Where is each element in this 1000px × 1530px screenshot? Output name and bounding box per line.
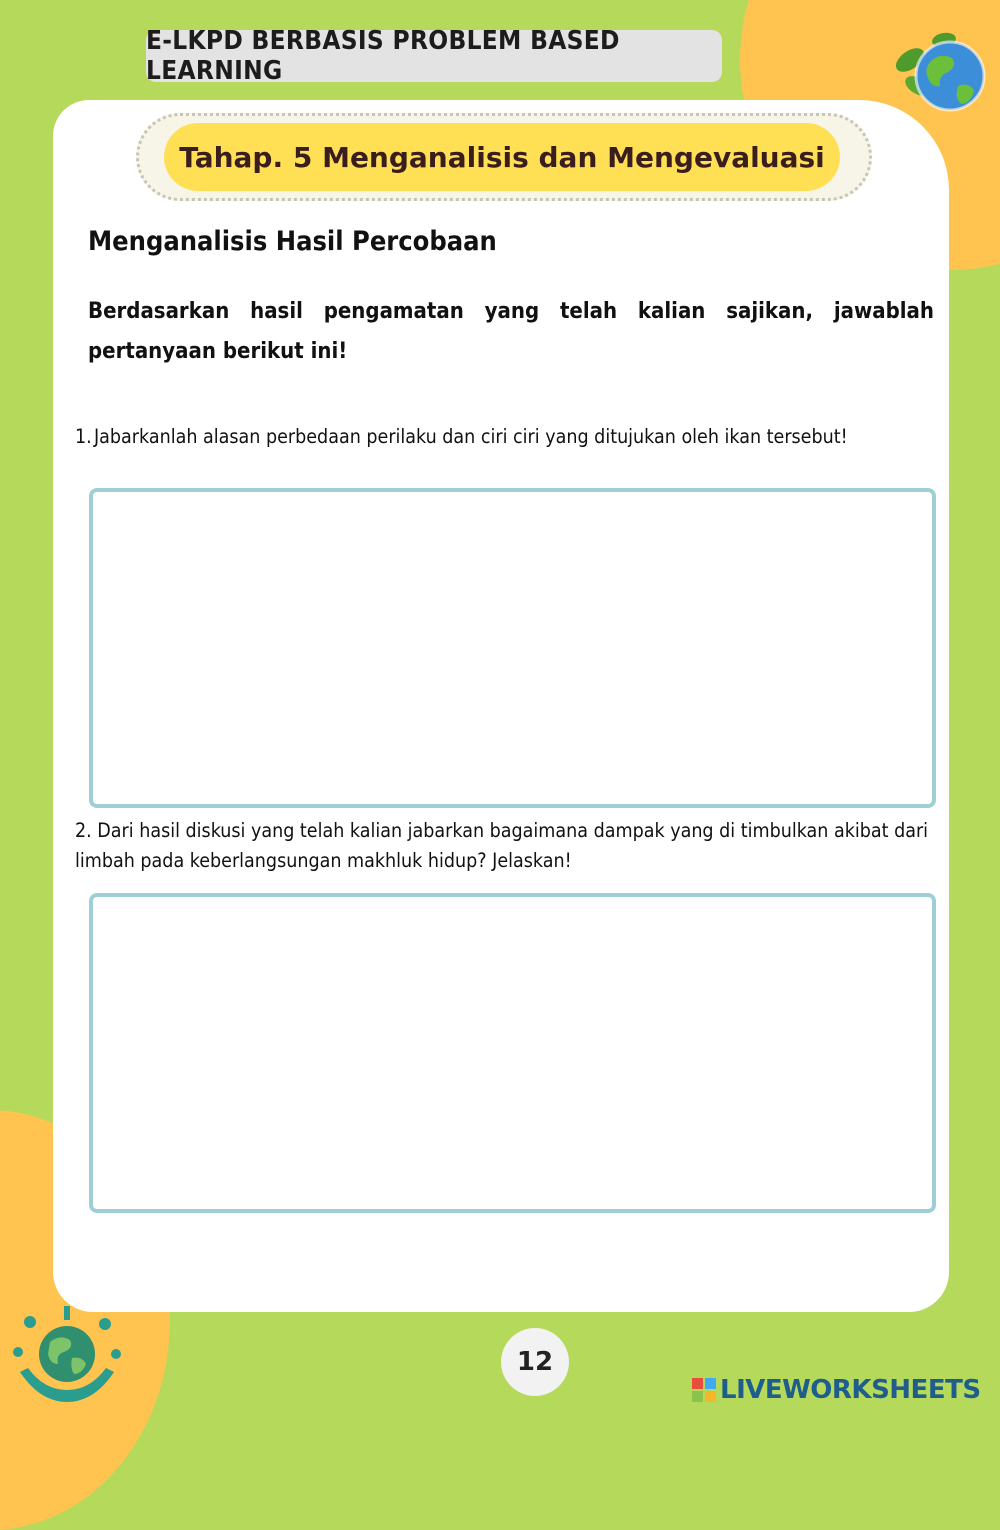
eco-hands-globe-icon: [10, 1302, 125, 1412]
stage-title: Tahap. 5 Menganalisis dan Mengevaluasi: [179, 140, 825, 174]
answer-box-1[interactable]: [89, 488, 936, 808]
page-number-badge: [501, 1328, 569, 1396]
brand-name: LIVEWORKSHEETS: [720, 1375, 981, 1405]
question-1-number: 1.: [75, 425, 92, 448]
question-2-text: 2. Dari hasil diskusi yang telah kalian jabarkan bagaimana dampak yang di timbulkan akibat dari limbah pada keberlangsungan makhluk hidup? Jelaskan!: [75, 819, 929, 872]
liveworksheets-logo-icon: [692, 1378, 716, 1402]
header-banner: [146, 26, 722, 86]
question-1-text: Jabarkanlah alasan perbedaan perilaku dan ciri ciri yang ditujukan oleh ikan tersebut!: [94, 425, 848, 448]
question-1: [75, 422, 930, 452]
page-number: 12: [516, 1347, 554, 1377]
section-heading: Menganalisis Hasil Percobaan: [88, 226, 497, 257]
stage-banner: [164, 123, 840, 191]
instruction-text: Berdasarkan hasil pengamatan yang telah kalian sajikan, jawablah pertanyaan berikut ini!: [88, 299, 934, 364]
liveworksheets-brand[interactable]: [692, 1370, 981, 1410]
answer-box-2[interactable]: [89, 893, 936, 1213]
header-title: E-LKPD BERBASIS PROBLEM BASED LEARNING: [146, 26, 620, 86]
globe-leaves-icon: [888, 26, 988, 116]
